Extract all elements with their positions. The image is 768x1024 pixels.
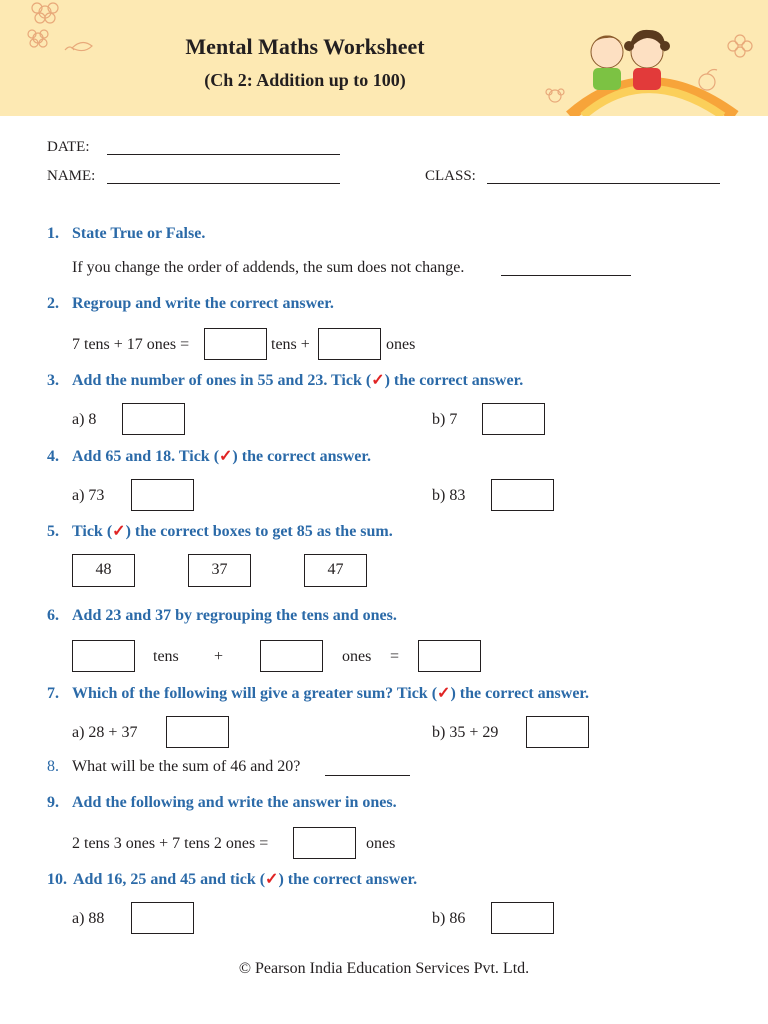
question-1-title bbox=[47, 225, 205, 243]
question-text: Add 23 and 37 by regrouping the tens and ones. bbox=[72, 607, 397, 624]
option-a-checkbox[interactable] bbox=[166, 716, 229, 748]
number-box-37[interactable]: 37 bbox=[188, 554, 251, 587]
class-label: CLASS: bbox=[425, 168, 476, 184]
question-3-title bbox=[47, 370, 523, 390]
question-9-answer-box[interactable] bbox=[293, 827, 356, 859]
option-a-label: a) 73 bbox=[72, 487, 105, 504]
question-number: 2. bbox=[47, 295, 59, 312]
date-label: DATE: bbox=[47, 139, 90, 155]
date-input-line[interactable] bbox=[107, 154, 340, 155]
question-6-tens-box[interactable] bbox=[72, 640, 135, 672]
number-box-48[interactable]: 48 bbox=[72, 554, 135, 587]
plus-sign: + bbox=[214, 648, 224, 665]
question-number: 3. bbox=[47, 372, 59, 389]
tick-mark-icon: ✓ bbox=[371, 372, 385, 389]
worksheet-header bbox=[0, 0, 768, 116]
tick-mark-icon: ✓ bbox=[219, 448, 233, 465]
question-text-end: ) the correct answer. bbox=[384, 372, 524, 389]
option-b-checkbox[interactable] bbox=[526, 716, 589, 748]
question-8-answer-line[interactable] bbox=[325, 775, 410, 776]
question-number: 7. bbox=[47, 685, 59, 702]
question-6-ones-box[interactable] bbox=[260, 640, 323, 672]
option-a-label: a) 8 bbox=[72, 411, 97, 428]
tick-mark-icon: ✓ bbox=[437, 685, 451, 702]
question-7-title bbox=[47, 683, 589, 703]
option-a-label: a) 88 bbox=[72, 910, 105, 927]
question-2-title bbox=[47, 295, 334, 313]
question-6-title bbox=[47, 607, 397, 625]
question-number: 4. bbox=[47, 448, 59, 465]
question-text: Add the number of ones in 55 and 23. Tick ( bbox=[72, 372, 372, 389]
option-b-label: b) 83 bbox=[432, 487, 466, 504]
page-subtitle: (Ch 2: Addition up to 100) bbox=[204, 70, 406, 90]
question-text-end: ) the correct answer. bbox=[450, 685, 590, 702]
question-number: 1. bbox=[47, 225, 59, 242]
option-b-label: b) 35 + 29 bbox=[432, 724, 499, 741]
option-a-checkbox[interactable] bbox=[131, 902, 194, 934]
option-b-checkbox[interactable] bbox=[482, 403, 545, 435]
question-2-ones-box[interactable] bbox=[318, 328, 381, 360]
name-input-line[interactable] bbox=[107, 183, 340, 184]
option-a-label: a) 28 + 37 bbox=[72, 724, 138, 741]
question-text: Regroup and write the correct answer. bbox=[72, 295, 334, 312]
question-text: Add the following and write the answer in ones. bbox=[72, 794, 397, 811]
question-9-expression: 2 tens 3 ones + 7 tens 2 ones = bbox=[72, 835, 269, 852]
question-6-answer-box[interactable] bbox=[418, 640, 481, 672]
class-input-line[interactable] bbox=[487, 183, 720, 184]
equals-sign: = bbox=[390, 648, 400, 665]
question-number: 5. bbox=[47, 523, 59, 540]
question-text: What will be the sum of 46 and 20? bbox=[72, 758, 301, 775]
question-text-end: ) the correct answer. bbox=[278, 871, 418, 888]
question-number: 8. bbox=[47, 758, 59, 775]
option-b-label: b) 7 bbox=[432, 411, 458, 428]
option-a-checkbox[interactable] bbox=[131, 479, 194, 511]
question-6-tens-label: tens bbox=[153, 648, 179, 665]
question-2-ones-label: ones bbox=[386, 336, 416, 353]
question-text: Add 65 and 18. Tick ( bbox=[72, 448, 220, 465]
tick-mark-icon: ✓ bbox=[112, 523, 126, 540]
question-text: Add 16, 25 and 45 and tick ( bbox=[73, 871, 266, 888]
question-1-answer-line[interactable] bbox=[501, 275, 631, 276]
option-b-label: b) 86 bbox=[432, 910, 466, 927]
number-box-47[interactable]: 47 bbox=[304, 554, 367, 587]
tick-mark-icon: ✓ bbox=[265, 871, 279, 888]
name-label: NAME: bbox=[47, 168, 96, 184]
question-text-end: ) the correct answer. bbox=[232, 448, 372, 465]
question-5-title bbox=[47, 521, 393, 541]
question-text-end: ) the correct boxes to get 85 as the sum. bbox=[125, 523, 393, 540]
option-b-checkbox[interactable] bbox=[491, 479, 554, 511]
question-2-tens-label: tens + bbox=[271, 336, 310, 353]
question-text: State True or False. bbox=[72, 225, 206, 242]
question-6-ones-label: ones bbox=[342, 648, 372, 665]
option-b-checkbox[interactable] bbox=[491, 902, 554, 934]
question-1-statement: If you change the order of addends, the sum does not change. bbox=[72, 259, 465, 276]
question-9-title bbox=[47, 794, 397, 812]
question-number: 6. bbox=[47, 607, 59, 624]
question-number: 9. bbox=[47, 794, 59, 811]
question-2-expression: 7 tens + 17 ones = bbox=[72, 336, 190, 353]
question-10-title bbox=[47, 869, 417, 889]
question-8-title bbox=[47, 758, 300, 776]
question-9-ones-label: ones bbox=[366, 835, 396, 852]
copyright-footer: © Pearson India Education Services Pvt. Ltd. bbox=[238, 960, 530, 977]
question-text: Which of the following will give a greater sum? Tick ( bbox=[72, 685, 438, 702]
question-number: 10. bbox=[47, 871, 67, 888]
question-2-tens-box[interactable] bbox=[204, 328, 267, 360]
question-text: Tick ( bbox=[72, 523, 113, 540]
question-4-title bbox=[47, 446, 371, 466]
option-a-checkbox[interactable] bbox=[122, 403, 185, 435]
page-title: Mental Maths Worksheet bbox=[185, 34, 425, 59]
